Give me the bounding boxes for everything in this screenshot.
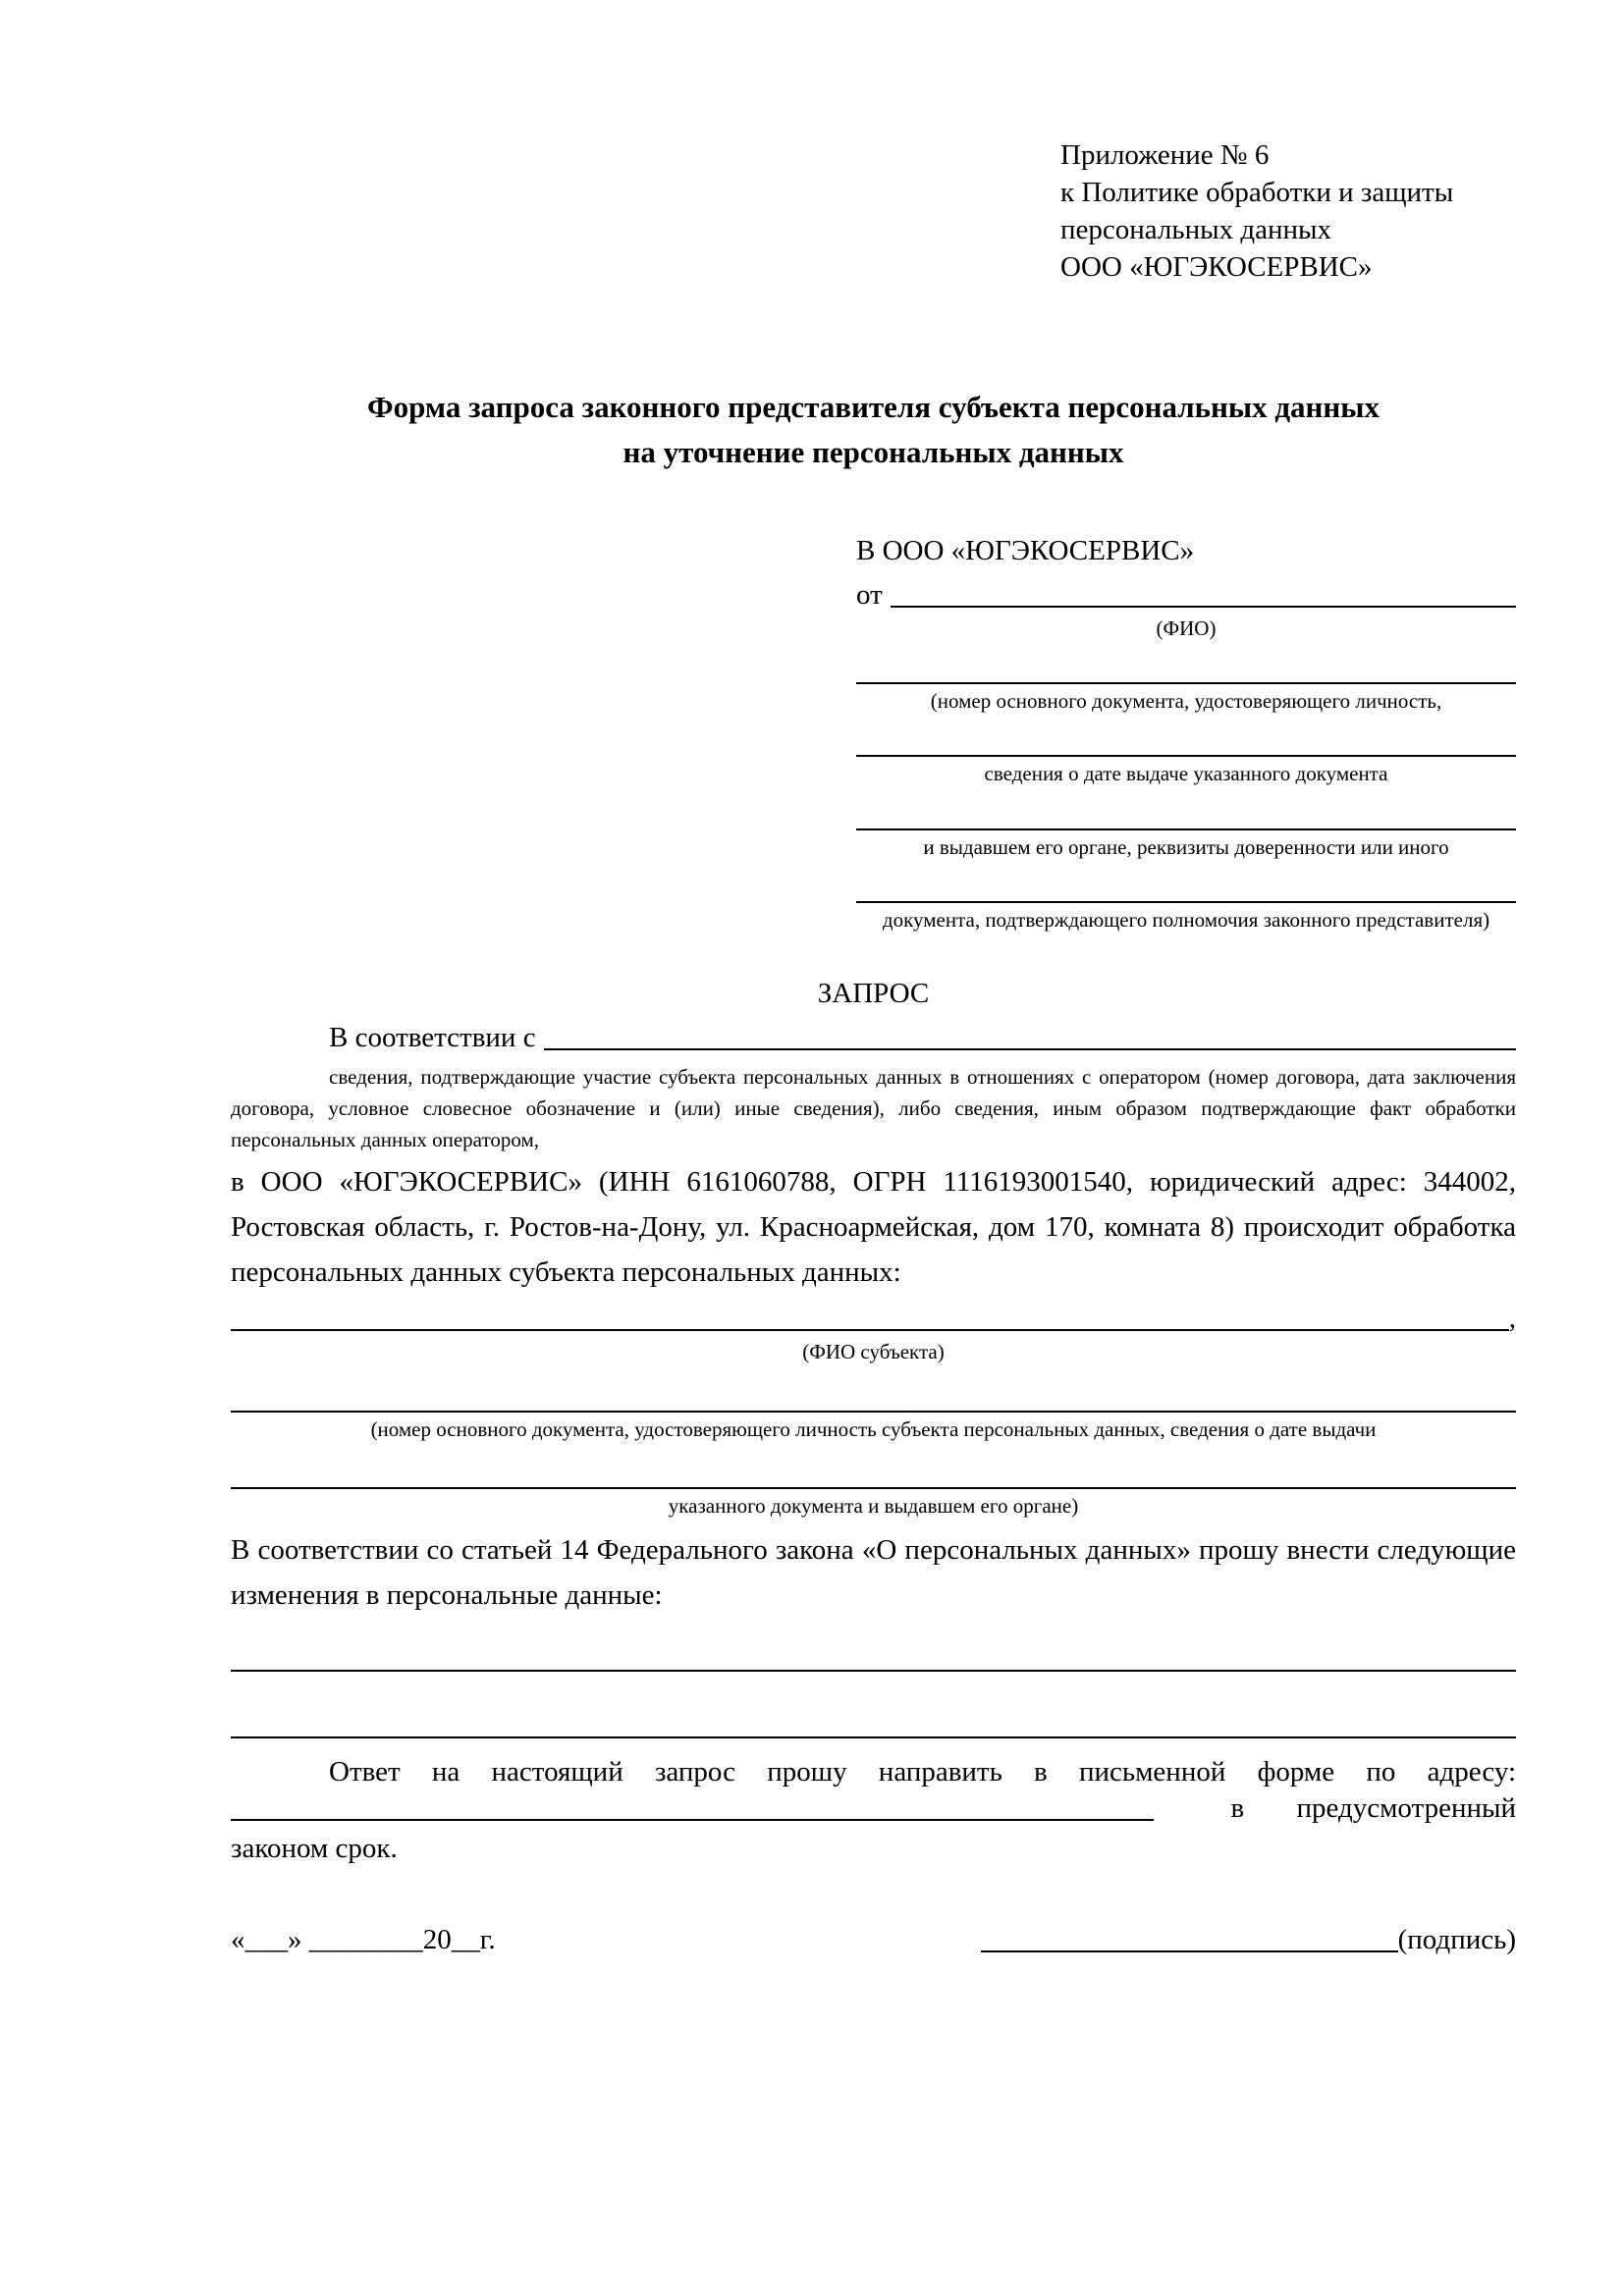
fio-caption: (ФИО) [1156,615,1217,640]
trailing-comma: , [1508,1303,1516,1335]
issue-date-blank [856,755,1516,757]
intro-row [231,1022,1516,1054]
date-placeholder: «___» ________20__г. [231,1923,496,1955]
answer-address-blank [231,1819,1154,1821]
subject-document-issuer-blank [231,1487,1516,1489]
signature-group [981,1924,1516,1956]
from-label: от [856,578,883,611]
annex-line: ООО «ЮГЭКОСЕРВИС» [1060,250,1373,283]
signature-blank [981,1950,1398,1952]
annex-line: Приложение № 6 [1060,139,1270,171]
document-number-blank [856,682,1516,684]
subject-name-blank [231,1329,1509,1331]
from-row [856,579,1516,612]
operator-paragraph: в ООО «ЮГЭКОСЕРВИС» (ИНН 6161060788, ОГРН 1116193001540, юридический адрес: 344002, Ростовская область, г. Ростов-на-Дону, ул. Красноармейская, дом 170, комната 8) происходит обработка персональных данных субъекта персональных данных: [231,1165,1516,1288]
answer-paragraph-end: законом срок. [231,1832,398,1864]
changes-blank-line-2 [231,1736,1516,1738]
annex-note [1060,137,1516,287]
signature-row [231,1924,1516,1956]
subject-document-issuer-caption: указанного документа и выдавшем его органе) [668,1493,1079,1518]
authority-document-caption: документа, подтверждающего полномочия законного представителя) [882,907,1490,932]
addressee-to: В ООО «ЮГЭКОСЕРВИС» [856,534,1195,566]
request-heading: ЗАПРОС [817,978,930,1010]
relationship-footnote: сведения, подтверждающие участие субъекта персональных данных в отношениях с оператором (номер договора, дата заключения договора, условное словесное обозначение и (или) иные сведения), либо сведения, иным образом подтверждающие факт обработки персональных данных оператором, [231,1065,1516,1151]
document-title [231,385,1516,476]
document-number-caption: (номер основного документа, удостоверяющего личность, [930,689,1442,714]
subject-document-caption: (номер основного документа, удостоверяющего личность субъекта персональных данных, сведения о дате выдачи [370,1416,1377,1441]
annex-line: персональных данных [1060,213,1332,245]
document-title-line: Форма запроса законного представителя субъекта персональных данных [367,389,1380,424]
answer-paragraph: Ответ на настоящий запрос прошу направить в письменной форме по адресу: [329,1755,1516,1788]
signature-caption: (подпись) [1397,1923,1516,1955]
intro-prefix: В соответствии с [329,1022,536,1054]
answer-paragraph-tail: в предусмотренный [1230,1791,1516,1824]
issuing-authority-blank [856,828,1516,830]
subject-document-blank [231,1411,1516,1413]
authority-document-blank [856,901,1516,903]
from-name-blank [891,606,1516,608]
law-paragraph: В соответствии со статьей 14 Федерального закона «О персональных данных» прошу внести следующие изменения в персональные данные: [231,1534,1516,1611]
changes-blank-line-1 [231,1670,1516,1672]
answer-address-row [231,1792,1516,1825]
relationship-details-blank [544,1048,1516,1050]
annex-line: к Политике обработки и защиты [1060,176,1454,208]
issuing-authority-caption: и выдавшем его органе, реквизиты доверенности или иного [923,834,1449,859]
subject-name-row [231,1303,1516,1335]
addressee-block [856,535,1516,933]
document-title-line: на уточнение персональных данных [623,435,1124,470]
issue-date-caption: сведения о дате выдаче указанного документа [984,762,1388,786]
subject-fio-caption: (ФИО субъекта) [802,1340,945,1364]
